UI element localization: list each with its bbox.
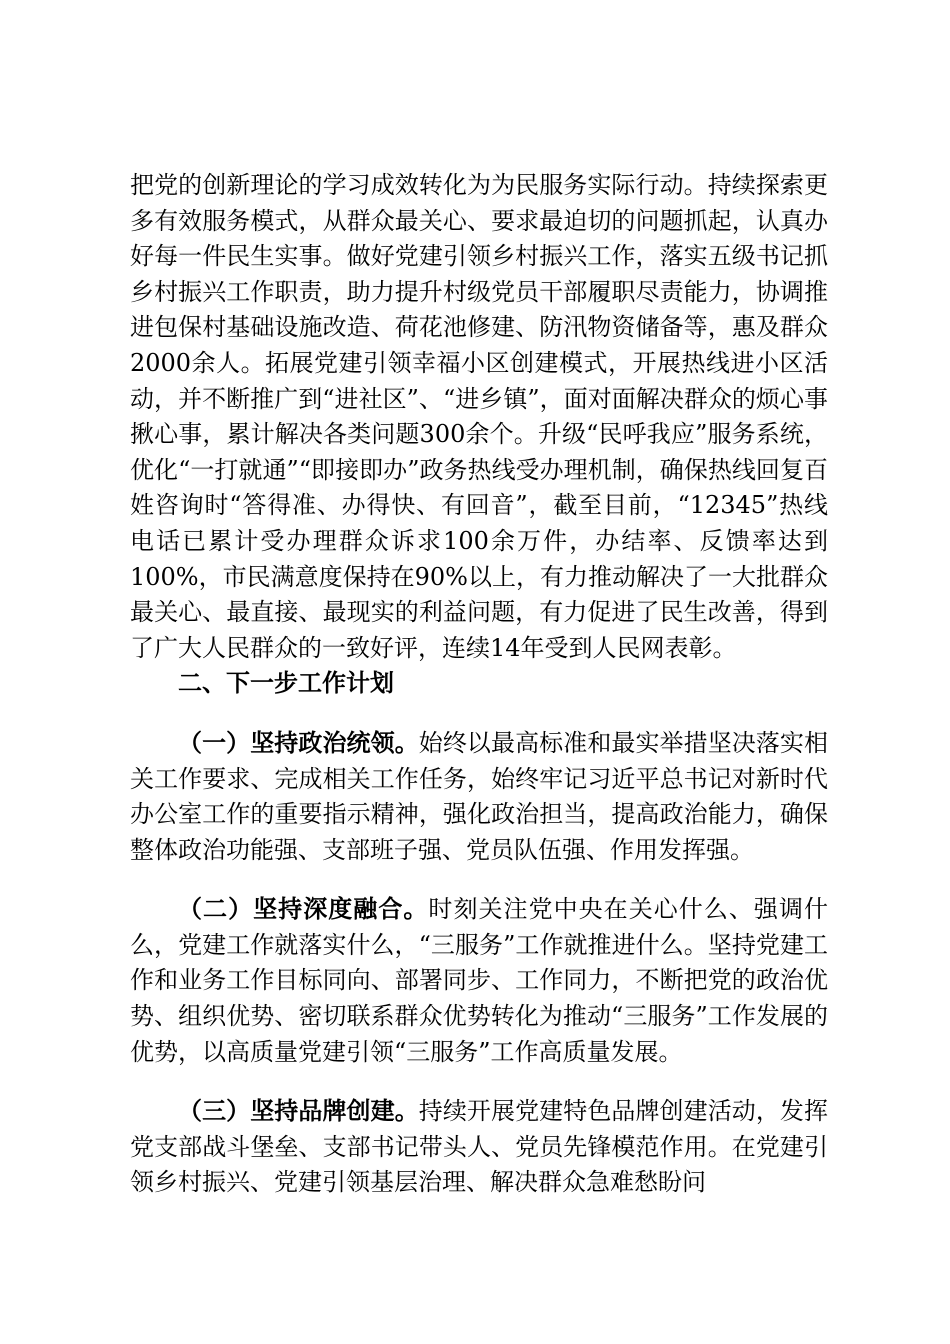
section-heading: 二、下一步工作计划 — [178, 669, 394, 698]
plan-item-3 — [130, 1094, 828, 1201]
plan-item-2-lead: （二）坚持深度融合。 — [178, 895, 429, 924]
continuation-paragraph: 把党的创新理论的学习成效转化为为民服务实际行动。持续探索更多有效服务模式，从群众最关心、要求最迫切的问题抓起，认真办好每一件民生实事。做好党建引领乡村振兴工作，落实五级书记抓乡村振兴工作职责，助力提升村级党员干部履职尽责能力，协调推进包保村基础设施改造、荷花池修建、防汛物资储备等，惠及群众2000余人。拓展党建引领幸福小区创建模式，开展热线进小区活动，并不断推广到“进社区”、“进乡镇”，面对面解决群众的烦心事揪心事，累计解决各类问题300余个。升级“民呼我应”服务系统，优化“一打就通”“即接即办”政务热线受办理机制，确保热线回复百姓咨询时“答得准、办得快、有回音”，截至目前，“12345”热线电话已累计受办理群众诉求100余万件，办结率、反馈率达到100%，市民满意度保持在90%以上，有力推动解决了一大批群众最关心、最直接、最现实的利益问题，有力促进了民生改善，得到了广大人民群众的一致好评，连续14年受到人民网表彰。 — [130, 171, 828, 662]
plan-item-1-body: 始终以最高标准和最实举措坚决落实相关工作要求、完成相关工作任务，始终牢记习近平总书记对新时代办公室工作的重要指示精神，强化政治担当，提高政治能力，确保整体政治功能强、支部班子强、党员队伍强、作用发挥强。 — [130, 728, 829, 864]
plan-item-3-body: 持续开展党建特色品牌创建活动，发挥党支部战斗堡垒、支部书记带头人、党员先锋模范作用。在党建引领乡村振兴、党建引领基层治理、解决群众急难愁盼问 — [130, 1097, 829, 1197]
plan-item-2 — [130, 892, 828, 1070]
plan-item-1 — [130, 726, 828, 868]
document-body — [130, 168, 828, 1201]
plan-item-1-lead: （一）坚持政治统领。 — [178, 728, 419, 757]
plan-item-2-body: 时刻关注党中央在关心什么、强调什么，党建工作就落实什么，“三服务”工作就推进什么。坚持党建工作和业务工作目标同向、部署同步、工作同力，不断把党的政治优势、组织优势、密切联系群众优势转化为推动“三服务”工作发展的优势，以高质量党建引领“三服务”工作高质量发展。 — [130, 895, 829, 1066]
plan-item-3-lead: （三）坚持品牌创建。 — [178, 1097, 419, 1126]
